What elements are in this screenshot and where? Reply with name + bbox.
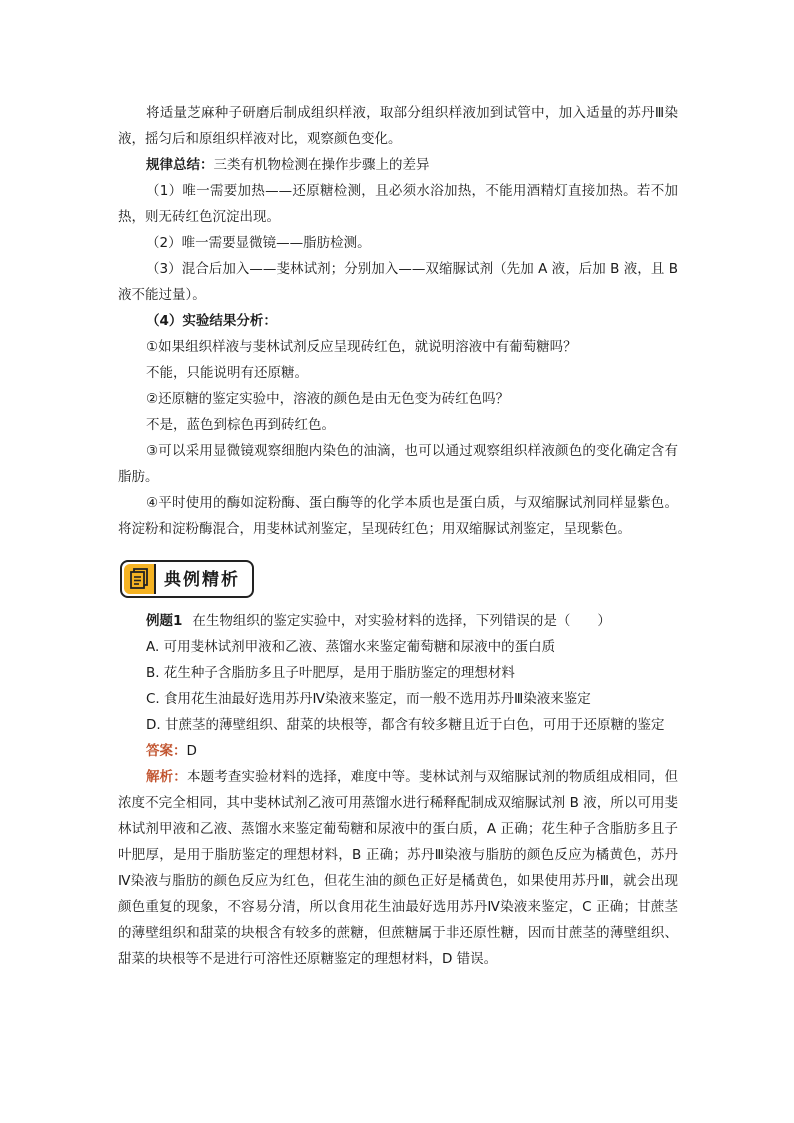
explanation-label: 解析： <box>146 769 187 785</box>
section-banner <box>120 560 678 600</box>
option-c: C. 食用花生油最好选用苏丹Ⅳ染液来鉴定，而一般不选用苏丹Ⅲ染液来鉴定 <box>146 691 591 707</box>
summary-item-3: （3）混合后加入——斐林试剂；分别加入——双缩脲试剂（先加 A 液，后加 B 液，且 B 液不能过量）。 <box>118 261 678 303</box>
intro-paragraph: 将适量芝麻种子研磨后制成组织样液，取部分组织样液加到试管中，加入适量的苏丹Ⅲ染液，摇匀后和原组织样液对比，观察颜色变化。 <box>118 105 678 147</box>
banner-box <box>120 560 254 598</box>
analysis-line-5: ③可以采用显微镜观察细胞内染色的油滴，也可以通过观察组织样液颜色的变化确定含有脂肪。 <box>118 443 678 485</box>
explanation-text: 本题考查实验材料的选择，难度中等。斐林试剂与双缩脲试剂的物质组成相同，但浓度不完全相同，其中斐林试剂乙液可用蒸馏水进行稀释配制成双缩脲试剂 B 液，所以可用斐林试剂甲液和乙液、蒸馏水来鉴定葡萄糖和尿液中的蛋白质，A 正确；花生种子含脂肪多且子叶肥厚，是用于脂肪鉴定的理想材料，B 正确；苏丹Ⅲ染液与脂肪的颜色反应为橘黄色，苏丹Ⅳ染液与脂肪的颜色反应为红色，但花生油的颜色正好是橘黄色，如果使用苏丹Ⅲ，就会出现颜色重复的现象，不容易分清，所以食用花生油最好选用苏丹Ⅳ染液来鉴定，C 正确；甘蔗茎的薄壁组织和甜菜的块根含有较多的蔗糖，但蔗糖属于非还原性糖，因而甘蔗茎的薄壁组织、甜菜的块根等不是进行可溶性还原糖鉴定的理想材料，D 错误。 <box>118 769 679 967</box>
answer-value: D <box>186 743 197 759</box>
option-a: A. 可用斐林试剂甲液和乙液、蒸馏水来鉴定葡萄糖和尿液中的蛋白质 <box>146 639 556 655</box>
banner-title: 典例精析 <box>164 570 240 590</box>
summary-label: 规律总结： <box>146 157 214 173</box>
option-b: B. 花生种子含脂肪多且子叶肥厚，是用于脂肪鉴定的理想材料 <box>146 665 515 681</box>
analysis-heading: （4）实验结果分析： <box>146 313 277 329</box>
document-icon <box>124 564 156 594</box>
document-body <box>118 100 678 972</box>
explanation <box>118 764 678 972</box>
example-label: 例题1 <box>146 613 183 629</box>
analysis-line-4: 不是，蓝色到棕色再到砖红色。 <box>146 417 335 433</box>
answer-line <box>118 738 678 764</box>
answer-label: 答案： <box>146 743 187 759</box>
summary-item-1: （1）唯一需要加热——还原糖检测，且必须水浴加热，不能用酒精灯直接加热。若不加热，则无砖红色沉淀出现。 <box>118 183 678 225</box>
option-d: D. 甘蔗茎的薄壁组织、甜菜的块根等，都含有较多糖且近于白色，可用于还原糖的鉴定 <box>146 717 665 733</box>
analysis-line-2: 不能，只能说明有还原糖。 <box>146 365 308 381</box>
analysis-line-3: ②还原糖的鉴定实验中，溶液的颜色是由无色变为砖红色吗？ <box>146 391 510 407</box>
example-question <box>118 608 678 634</box>
summary-text: 三类有机物检测在操作步骤上的差异 <box>213 157 430 173</box>
analysis-line-6: ④平时使用的酶如淀粉酶、蛋白酶等的化学本质也是蛋白质，与双缩脲试剂同样显紫色。将淀粉和淀粉酶混合，用斐林试剂鉴定，呈现砖红色；用双缩脲试剂鉴定，呈现紫色。 <box>118 495 678 537</box>
summary-line <box>118 152 678 178</box>
example-question-text: 在生物组织的鉴定实验中，对实验材料的选择，下列错误的是（ ） <box>192 613 611 629</box>
summary-item-2: （2）唯一需要显微镜——脂肪检测。 <box>146 235 371 251</box>
analysis-line-1: ①如果组织样液与斐林试剂反应呈现砖红色，就说明溶液中有葡萄糖吗？ <box>146 339 577 355</box>
